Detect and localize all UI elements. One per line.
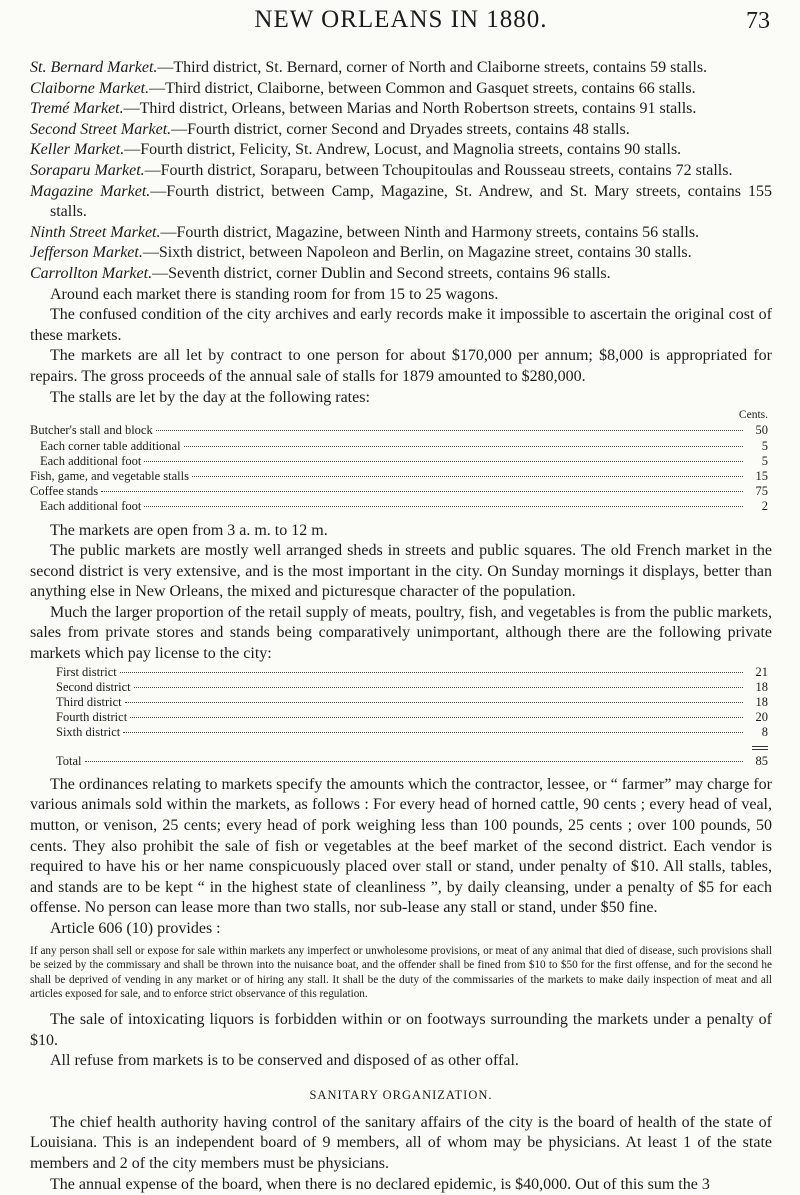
rate-row bbox=[30, 439, 772, 454]
rate-row bbox=[30, 484, 772, 499]
market-entry bbox=[30, 223, 772, 244]
rate-row bbox=[30, 454, 772, 469]
market-name: Claiborne Market. bbox=[30, 79, 150, 97]
total-value: 85 bbox=[755, 753, 768, 768]
district-row bbox=[56, 665, 772, 680]
running-header bbox=[30, 0, 772, 58]
paragraph: All refuse from markets is to be conserved and disposed of as other offal. bbox=[50, 1052, 519, 1070]
district-count: 8 bbox=[761, 725, 768, 740]
market-name: Keller Market. bbox=[30, 141, 125, 159]
district-row bbox=[56, 725, 772, 740]
leader-dots bbox=[156, 430, 743, 431]
article-quotation: If any person shall sell or expose for sale within markets any imperfect or unwholesome provisions, or meat of any animal that died of disease, such provisions shall be seized by the commissary and shall be thrown into the nuisance boat, and the offender shall be fined from $10 to $50 for the first offense, and for the second he shall be deprived of vending in any market or of hiring any stall. It shall be the duty of the commissaries of the markets to make daily inspection of meat and all articles exposed for sale, and to enforce strict observance of this regulation. bbox=[30, 944, 772, 1001]
rate-value: 2 bbox=[761, 499, 768, 514]
leader-dots bbox=[144, 461, 743, 462]
rate-row bbox=[30, 469, 772, 484]
leader-dots bbox=[101, 491, 743, 492]
market-description: —Sixth district, between Napoleon and Berlin, on Magazine street, contains 30 stalls. bbox=[142, 244, 692, 262]
leader-dots bbox=[192, 476, 743, 477]
market-description: —Third district, Orleans, between Marias and North Robertson streets, contains 91 stalls. bbox=[123, 100, 697, 118]
rate-label: Fish, game, and vegetable stalls bbox=[30, 468, 189, 483]
page-number: 73 bbox=[746, 8, 770, 34]
rate-label: Each additional foot bbox=[40, 499, 142, 514]
paragraph: The markets are all let by contract to one person for about $170,000 per annum; $8,000 is appropriated for repairs. The gross proceeds of the annual sale of stalls for 1879 amounted to $280,000. bbox=[30, 347, 772, 385]
total-label: Total bbox=[56, 753, 82, 768]
district-count: 21 bbox=[755, 664, 768, 679]
market-name: Ninth Street Market. bbox=[30, 223, 161, 241]
market-entry bbox=[30, 140, 772, 161]
total-rule bbox=[752, 746, 768, 750]
market-list bbox=[30, 58, 772, 285]
rate-label: Butcher's stall and block bbox=[30, 423, 153, 438]
paragraph: The public markets are mostly well arranged sheds in streets and public squares. The old French market in the second district is very extensive, and is the most important in the city. On Sunday mornings it displays, better than anything else in New Orleans, the mixed and picturesque character of the population. bbox=[30, 542, 772, 601]
market-name: Jefferson Market. bbox=[30, 244, 143, 262]
market-description: —Fourth district, Soraparu, between Tchoupitoulas and Rousseau streets, contains 72 stalls. bbox=[144, 161, 733, 179]
market-name: Magazine Market. bbox=[30, 182, 151, 200]
paragraph: The confused condition of the city archives and early records make it impossible to ascertain the original cost of these markets. bbox=[30, 306, 772, 344]
stall-rates-table bbox=[30, 408, 772, 514]
leader-dots bbox=[144, 506, 743, 507]
rate-label: Coffee stands bbox=[30, 484, 99, 499]
market-description: —Fourth district, between Camp, Magazine, St. Andrew, and St. Mary streets, contains 155 stalls. bbox=[50, 182, 773, 221]
paragraph: The annual expense of the board, when there is no declared epidemic, is $40,000. Out of this sum the 3 bbox=[50, 1175, 710, 1193]
paragraph: Around each market there is standing room for from 15 to 25 wagons. bbox=[50, 285, 499, 303]
market-entry bbox=[30, 79, 772, 100]
market-entry bbox=[30, 161, 772, 182]
rate-label: Each corner table additional bbox=[40, 438, 181, 453]
rate-value: 50 bbox=[755, 423, 768, 438]
district-count: 18 bbox=[755, 679, 768, 694]
leader-dots bbox=[184, 446, 743, 447]
market-entry bbox=[30, 120, 772, 141]
leader-dots bbox=[85, 761, 743, 762]
paragraph: The sale of intoxicating liquors is forbidden within or on footways surrounding the markets under a penalty of $10. bbox=[30, 1011, 772, 1049]
section-heading: SANITARY ORGANIZATION. bbox=[309, 1087, 493, 1102]
market-description: —Fourth district, Magazine, between Ninth and Harmony streets, contains 56 stalls. bbox=[160, 223, 700, 241]
leader-dots bbox=[123, 732, 743, 733]
rate-row bbox=[30, 499, 772, 514]
rate-label: Each additional foot bbox=[40, 453, 142, 468]
district-count: 20 bbox=[755, 710, 768, 725]
running-title: NEW ORLEANS IN 1880. bbox=[254, 6, 548, 33]
rate-row bbox=[30, 423, 772, 438]
district-label: Sixth district bbox=[56, 725, 121, 740]
market-description: —Third district, St. Bernard, corner of North and Claiborne streets, contains 59 stalls. bbox=[157, 59, 708, 76]
district-row bbox=[56, 695, 772, 710]
rates-unit-header: Cents. bbox=[738, 409, 768, 422]
leader-dots bbox=[120, 672, 743, 673]
market-entry bbox=[30, 243, 772, 264]
paragraph: The markets are open from 3 a. m. to 12 m. bbox=[50, 521, 328, 539]
market-entry bbox=[30, 182, 772, 223]
paragraph: The chief health authority having control of the sanitary affairs of the city is the board of health of the state of Louisiana. This is an independent board of 9 members, all of whom may be physicians. At least 1 of the state members and 2 of the city members must be physicians. bbox=[30, 1113, 772, 1172]
market-entry bbox=[30, 58, 772, 79]
district-label: First district bbox=[56, 664, 117, 679]
leader-dots bbox=[134, 687, 743, 688]
district-label: Fourth district bbox=[56, 710, 128, 725]
leader-dots bbox=[125, 702, 743, 703]
rate-value: 5 bbox=[761, 438, 768, 453]
market-name: Second Street Market. bbox=[30, 120, 172, 138]
market-name: Carrollton Market. bbox=[30, 264, 153, 282]
leader-dots bbox=[130, 717, 743, 718]
market-name: St. Bernard Market. bbox=[30, 59, 158, 76]
market-description: —Fourth district, Felicity, St. Andrew, Locust, and Magnolia streets, contains 90 stalls. bbox=[124, 141, 682, 159]
district-row bbox=[56, 710, 772, 725]
district-label: Third district bbox=[56, 695, 122, 710]
district-row bbox=[56, 680, 772, 695]
market-description: —Fourth district, corner Second and Dryades streets, contains 48 stalls. bbox=[171, 120, 630, 138]
paragraph: Article 606 (10) provides : bbox=[50, 920, 221, 938]
paragraph: The ordinances relating to markets specify the amounts which the contractor, lessee, or “ farmer” may charge for various animals sold within the markets, as follows : For every head of horned cattle, 90 cents ; every head of veal, mutton, or venison, 25 cents; every head of pork weighing less than 100 pounds, 25 cents ; over 100 pounds, 50 cents. They also prohibit the sale of fish or vegetables at the beef market of the second district. Each vendor is required to have his or her name conspicuously placed over stall or stand, under penalty of $10. All stalls, tables, and stands are to be kept “ in the highest state of cleanliness ”, by daily cleansing, under a penalty of $5 for each offense. No person can lease more than two stalls, nor sub-lease any stall or stand, under $50 fine. bbox=[30, 775, 772, 917]
market-description: —Seventh district, corner Dublin and Second streets, contains 96 stalls. bbox=[152, 264, 611, 282]
paragraph: The stalls are let by the day at the following rates: bbox=[50, 388, 370, 406]
private-markets-table bbox=[56, 665, 772, 769]
district-count: 18 bbox=[755, 695, 768, 710]
market-entry bbox=[30, 264, 772, 285]
paragraph: Much the larger proportion of the retail supply of meats, poultry, fish, and vegetables is from the public markets, sales from private stores and stands being comparatively unimportant, although there are the following private markets which pay license to the city: bbox=[30, 603, 772, 663]
market-description: —Third district, Claiborne, between Common and Gasquet streets, contains 66 stalls. bbox=[149, 79, 696, 97]
total-row bbox=[56, 754, 772, 769]
market-entry bbox=[30, 99, 772, 120]
rate-value: 15 bbox=[755, 468, 768, 483]
rate-value: 75 bbox=[755, 484, 768, 499]
rate-value: 5 bbox=[761, 453, 768, 468]
market-name: Soraparu Market. bbox=[30, 161, 145, 179]
district-label: Second district bbox=[56, 679, 131, 694]
market-name: Tremé Market. bbox=[30, 100, 124, 118]
